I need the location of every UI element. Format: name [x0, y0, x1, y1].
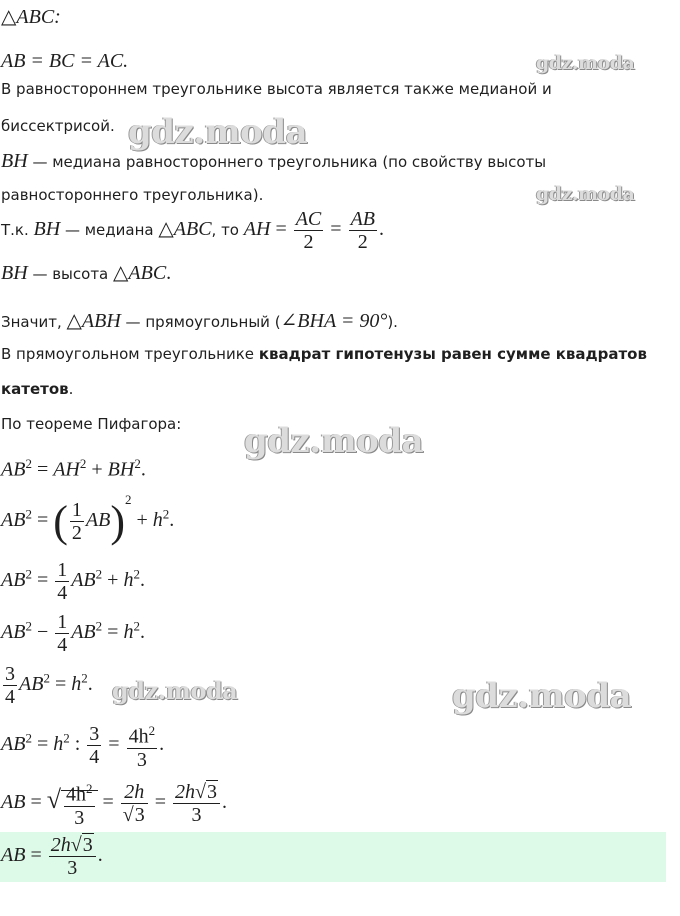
- text-line-1: В равностороннем треугольнике высота является также медианой и: [1, 80, 552, 98]
- equation-3: $AB^2$ = $\frac{1}{4}$ $AB^2 + h^2$.: [1, 559, 145, 604]
- equation-5: $\frac{3}{4}$ $AB^2 = h^2$.: [5, 663, 93, 708]
- equation-7: AB = √ $\frac{4h^2}{3}$ = $\frac{2h}{√3}$ = $\frac{2h√3}{3}$ .: [1, 778, 227, 829]
- equation-4: $AB^2$ − $\frac{1}{4}$ $AB^2 = h^2$.: [1, 611, 145, 656]
- pythagoras-intro: По теореме Пифагора:: [1, 415, 182, 433]
- fraction-ac-2: $\frac{AC}{2}$: [295, 208, 322, 253]
- fraction-ab-2: $\frac{AB}{2}$: [350, 208, 375, 253]
- triangle-abc-label: △ABC:: [1, 6, 61, 28]
- watermark-6: gdz.moda: [452, 676, 632, 716]
- right-triangle-statement: Значит, △ABH — прямоугольный (∠BHA = 90°).: [1, 310, 398, 332]
- equal-sides-line: AB = BC = AC.: [1, 50, 129, 72]
- pythagoras-rule-line-2: катетов.: [1, 380, 74, 398]
- equation-6: $AB^2 = h^2$ : $\frac{3}{4}$ = $\frac{4h^2}{3}$ .: [1, 720, 164, 771]
- text-line-2: биссектрисой.: [1, 117, 115, 135]
- final-answer: AB = $\frac{2h√3}{3}$ .: [1, 834, 103, 879]
- equation-1: $AB^2 = AH^2 + BH^2$.: [1, 456, 146, 481]
- median-fraction-line: Т.к. BH — медиана △ABC, то AH = $\frac{AC}{2}$ = $\frac{AB}{2}$ .: [1, 208, 384, 253]
- text-line-3: равностороннего треугольника).: [1, 186, 264, 204]
- math-bh: BH: [1, 150, 28, 172]
- pythagoras-rule-line-1: В прямоугольном треугольнике квадрат гипотенузы равен сумме квадратов: [1, 345, 647, 363]
- equation-2: $AB^2$ = ( $\frac{1}{2}$ $AB)^2 + h^2$.: [1, 492, 175, 546]
- watermark-4: gdz.moda: [244, 421, 424, 461]
- median-statement: BH — медиана равностороннего треугольника (по свойству высоты: [1, 150, 547, 172]
- height-statement: BH — высота △ABC.: [1, 262, 172, 284]
- watermark-2: gdz.moda: [128, 112, 308, 152]
- watermark-3: gdz.moda: [536, 183, 635, 205]
- watermark-1: gdz.moda: [536, 52, 635, 74]
- watermark-5: gdz.moda: [112, 676, 238, 705]
